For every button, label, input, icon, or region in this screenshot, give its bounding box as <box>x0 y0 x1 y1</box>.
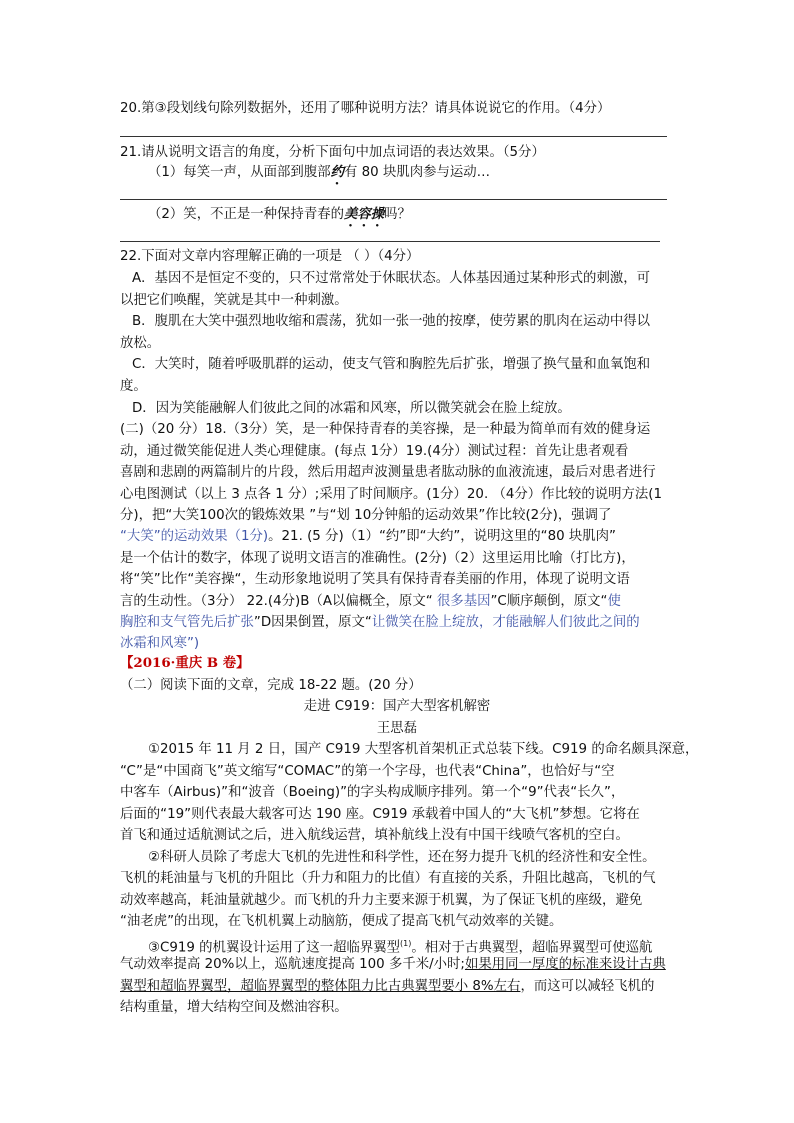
answer-line-10: 胸腔和支气管先后扩张”D因果倒置，原文“让微笑在脸上绽放，才能融解人们彼此之间的 <box>120 615 640 630</box>
answer-line-8: 将“笑”比作“美容操“，生动形象地说明了笑具有保持青春美丽的作用，体现了说明文语 <box>120 572 630 587</box>
answer-line-9: 言的生动性。（3分） 22.(4分)B（A以偏概全，原文“ 很多基因”C顺序颠倒，原文“使 <box>120 594 621 609</box>
option-a-line-1: A．基因不是恒定不变的，只不过常常处于休眠状态。人体基因通过某种形式的刺激，可 <box>132 271 651 286</box>
paragraph-2-line-3: 动效率越高，耗油量就越少。而飞机的升力主要来源于机翼，为了保证飞机的座级，避免 <box>120 893 643 908</box>
answer-line-5: 分)，把“大笑100次的锻炼效果 ”与“划 10分钟船的运动效果”作比较(2分)，强调了 <box>120 508 612 523</box>
paragraph-3-line-2: 气动效率提高 20%以上，巡航速度提高 100 多千米/小时;如果用同一厚度的标准来设计古典 <box>120 957 666 972</box>
paragraph-3-line-3: 翼型和超临界翼型，超临界翼型的整体阻力比古典翼型要小 8%左右，而这可以减轻飞机的 <box>120 979 655 994</box>
option-b-line-1: B．腹肌在大笑中强烈地收缩和震荡，犹如一张一弛的按摩，使劳累的肌肉在运动中得以 <box>132 314 651 329</box>
answer-line <box>120 241 660 242</box>
option-d-line-1: D．因为笑能融解人们彼此之间的冰霜和风寒，所以微笑就会在脸上绽放。 <box>132 401 571 416</box>
question-21: 21.请从说明文语言的角度，分析下面句中加点词语的表达效果。（5分） <box>120 145 545 160</box>
paragraph-1-line-3: 中客车（Airbus)”和“波音（Boeing)”的字头构成顺序排列。第一个“9”代表“长久”， <box>120 785 625 800</box>
question-21-item-2: （2）笑，不正是一种保持青春的美容操吗？ <box>148 207 411 222</box>
paragraph-1-line-1: ①2015 年 11 月 2 日，国产 C919 大型客机首架机正式总装下线。C919 的命名颇具深意， <box>148 742 699 757</box>
paragraph-1-line-5: 首飞和通过适航测试之后，进入航线运营，填补航线上没有中国干线喷气客机的空白。 <box>120 828 629 843</box>
paragraph-1-line-2: “C”是“中国商飞”英文缩写“COMAC”的第一个字母，也代表“China”，也恰好与“空 <box>120 764 615 779</box>
answer-line-2: 动，通过微笑能促进人类心理健康。(每点 1分）19.(4分）测试过程：首先让患者观看 <box>120 444 629 459</box>
answer-line-7: 是一个估计的数字，体现了说明文语言的准确性。(2分)（2）这里运用比喻（打比方)， <box>120 551 635 566</box>
paragraph-3-line-4: 结构重量，增大结构空间及燃油容积。 <box>120 1000 348 1015</box>
paragraph-2-line-1: ②科研人员除了考虑大飞机的先进性和科学性，还在努力提升飞机的经济性和安全性。 <box>148 850 656 865</box>
paragraph-3-line-1: ③C919 的机翼设计运用了这一超临界翼型$^{(1)}$。相对于古典翼型，超临界翼型可使巡航 <box>148 939 653 956</box>
answer-line <box>120 199 667 200</box>
option-c-line-1: C．大笑时，随着呼吸肌群的运动，使支气管和胸腔先后扩张，增强了换气量和血氧饱和 <box>132 357 651 372</box>
answer-line-6: “大笑”的运动效果（1分)。21. (5 分)（1）“约”即“大约”，说明这里的“80 块肌肉” <box>120 529 616 544</box>
answer-line-3: 喜剧和悲剧的两篇制片的片段，然后用超声波测量患者肱动脉的血液流速，最后对患者进行 <box>120 465 656 480</box>
option-b-line-2: 放松。 <box>120 336 161 351</box>
paragraph-1-line-4: 后面的“19”则代表最大载客可达 190 座。C919 承载着中国人的“大飞机”梦想。它将在 <box>120 807 640 822</box>
reading-intro: （二）阅读下面的文章，完成 18-22 题。(20 分） <box>120 678 422 693</box>
question-21-item-1: （1）每笑一声，从面部到腹部约有 80 块肌肉参与运动… <box>148 165 491 180</box>
paragraph-2-line-4: “油老虎”的出现，在飞机机翼上动脑筋，便成了提高飞机气动效率的关键。 <box>120 914 563 929</box>
answer-line-11: 冰霜和风寒”) <box>120 636 200 651</box>
article-title: 走进 C919：国产大型客机解密 <box>303 699 491 714</box>
question-20: 20.第③段划线句除列数据外，还用了哪种说明方法？请具体说说它的作用。（4分） <box>120 101 611 116</box>
paragraph-2-line-2: 飞机的耗油量与飞机的升阻比（升力和阻力的比值）有直接的关系，升阻比越高，飞机的气 <box>120 871 656 886</box>
answer-line-1: (二)（20 分）18.（3分）笑，是一种保持青春的美容操，是一种最为简单而有效的健身运 <box>120 422 651 437</box>
answer-line <box>120 136 667 137</box>
question-22: 22.下面对文章内容理解正确的一项是 （ ）（4分） <box>120 249 420 264</box>
article-author: 王思磊 <box>376 721 418 736</box>
option-c-line-2: 度。 <box>120 379 147 394</box>
answer-line-4: 心电图测试（以上 3 点各 1 分）;采用了时间顺序。(1分）20. （4分）作比较的说明方法(1 <box>120 487 663 502</box>
source-tag: 【2016·重庆 B 卷】 <box>120 655 250 671</box>
option-a-line-2: 以把它们唤醒，笑就是其中一种刺激。 <box>120 293 348 308</box>
